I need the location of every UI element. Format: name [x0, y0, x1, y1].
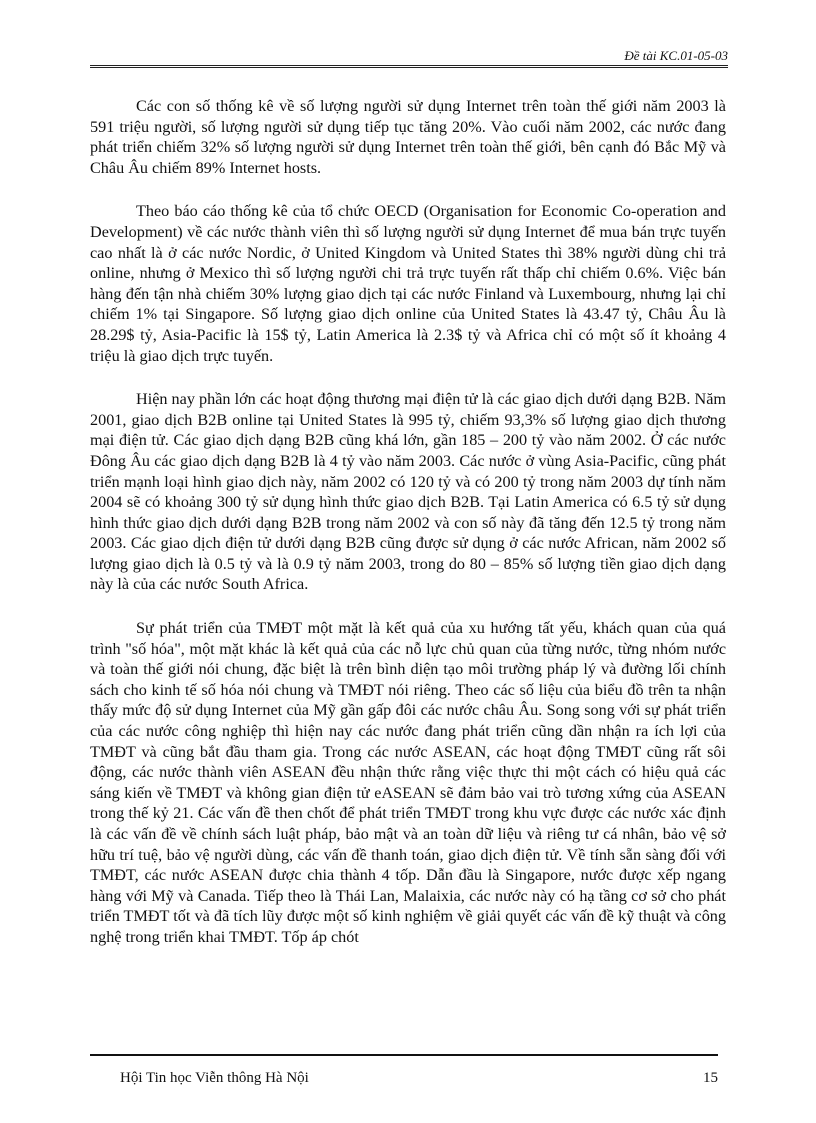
paragraph-ecommerce-development: Sự phát triển của TMĐT một mặt là kết quả của xu hướng tất yếu, khách quan của quá trình "số hóa", một mặt khác là kết quả của các nỗ lực chủ quan của từng nước, từng nhóm nước và toàn thế giới nói chung, đặc biệt là trên bình diện tạo môi trường pháp lý và đường lối chính sách cho kinh tế số hóa nói chung và TMĐT nói riêng. Theo các số liệu của biểu đồ trên ta nhận thấy mức độ sử dụng Internet của Mỹ gần gấp đôi các nước châu Âu. Song song với sự phát triển của các nước công nghiệp thì hiện nay các nước đang phát triển cũng dần nhận ra ích lợi của TMĐT và cũng bắt đầu tham gia. Trong các nước ASEAN, các hoạt động TMĐT cũng rất sôi động, các nước thành viên ASEAN đều nhận thức rằng việc thực thi một cách có hiệu quả các sáng kiến về TMĐT và không gian điện tử eASEAN sẽ đảm bảo vai trò tương xứng của ASEAN trong thế kỷ 21. Các vấn đề then chốt để phát triển TMĐT trong khu vực được các nước xác định là các vấn đề về chính sách luật pháp, bảo mật và an toàn dữ liệu và riêng tư cá nhân, bảo vệ sở hữu trí tuệ, bảo vệ người dùng, các vấn đề thanh toán, giao dịch điện tử. Về tính sẵn sàng đối với TMĐT, các nước ASEAN được chia thành 4 tốp. Dẫn đầu là Singapore, nước được xếp ngang hàng với Mỹ và Canada. Tiếp theo là Thái Lan, Malaixia, các nước này có hạ tầng cơ sở cho phát triển TMĐT tốt và đã tích lũy được một số kinh nghiệm về giải quyết các vấn đề kỹ thuật và công nghệ trong triển khai TMĐT. Tốp áp chót [90, 619, 726, 946]
footer-rule [90, 1054, 718, 1056]
document-body [90, 96, 726, 971]
page-number: 15 [703, 1070, 718, 1086]
paragraph-b2b-transactions: Hiện nay phần lớn các hoạt động thương mại điện tử là các giao dịch dưới dạng B2B. Năm 2001, giao dịch B2B online tại United States là 995 tỷ, chiếm 93,3% số lượng giao dịch thương mại điện tử. Các giao dịch dạng B2B cũng khá lớn, gần 185 – 200 tỷ vào năm 2002. Ở các nước Đông Âu các giao dịch dạng B2B là 4 tỷ vào năm 2003. Các nước ở vùng Asia-Pacific, cũng phát triển mạnh loại hình giao dịch này, năm 2002 có 120 tỷ và có 200 tỷ trong năm 2003 dự tính năm 2004 sẽ có khoảng 300 tỷ sử dụng hình thức giao dịch B2B. Tại Latin America có 6.5 tỷ sử dụng hình thức giao dịch dưới dạng B2B trong năm 2002 và con số này đã tăng đến 12.5 tỷ trong năm 2003. Các giao dịch điện tử dưới dạng B2B cũng được sử dụng ở các nước African, năm 2002 số lượng giao dịch là 0.5 tỷ và là 0.9 tỷ năm 2003, trong do 80 – 85% số lượng tiền giao dịch dạng này là của các nước South Africa. [90, 390, 726, 594]
paragraph-oecd-report: Theo báo cáo thống kê của tổ chức OECD (Organisation for Economic Co-operation and Development) về các nước thành viên thì số lượng người sử dụng Internet để mua bán trực tuyến cao nhất là ở các nước Nordic, ở United Kingdom và United States thì 38% người dùng chi trả online, nhưng ở Mexico thì số lượng người chi trả trực tuyến rất thấp chỉ chiếm 0.6%. Việc bán hàng đến tận nhà chiếm 30% lượng giao dịch tại các nước Finland và Luxembourg, nhưng lại chỉ chiếm 1% tại Singapore. Số lượng giao dịch online của United States là 43.47 tỷ, Châu Âu là 28.29$ tỷ, Asia-Pacific là 15$ tỷ, Latin America là 2.3$ tỷ và Africa chỉ có một số ít khoảng 4 triệu là giao dịch trực tuyến. [90, 202, 726, 365]
paragraph-internet-users: Các con số thống kê về số lượng người sử dụng Internet trên toàn thế giới năm 2003 là 591 triệu người, số lượng người sử dụng tiếp tục tăng 20%. Vào cuối năm 2002, các nước đang phát triển chiếm 32% số lượng người sử dụng Internet trên toàn thế giới, bên cạnh đó Bắc Mỹ và Châu Âu chiếm 89% Internet hosts. [90, 97, 726, 177]
header-double-rule [90, 65, 728, 68]
page-footer [90, 1054, 718, 1094]
footer-organization: Hội Tin học Viễn thông Hà Nội [120, 1070, 309, 1086]
page-header [90, 40, 728, 68]
project-code: Đề tài KC.01-05-03 [624, 48, 728, 63]
